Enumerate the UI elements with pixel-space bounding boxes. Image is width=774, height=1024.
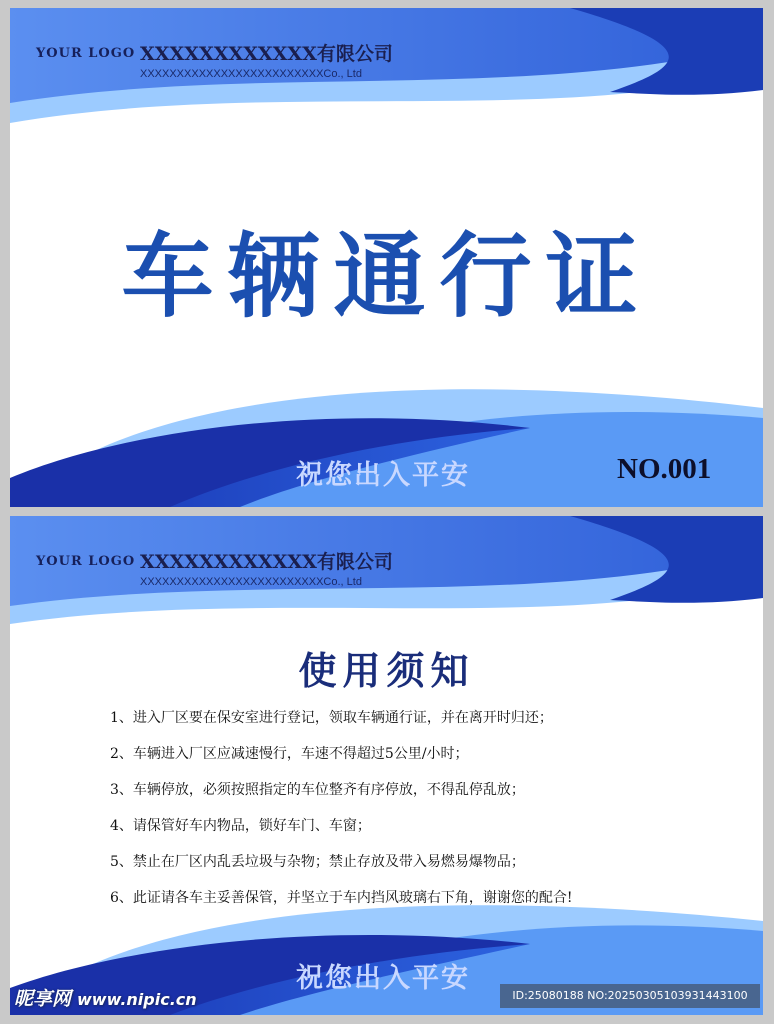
greeting-text: 祝您出入平安 xyxy=(296,460,470,491)
greeting-text: 祝您出入平安 xyxy=(296,963,470,994)
notice-title: 使用须知 xyxy=(298,648,475,693)
rule-item: 4、请保管好车内物品，锁好车门、车窗； xyxy=(110,818,371,834)
rule-item: 3、车辆停放，必须按照指定的车位整齐有序停放，不得乱停乱放； xyxy=(110,782,525,798)
watermark-url: www.nipic.cn xyxy=(77,990,197,1009)
company-name: XXXXXXXXXXXX有限公司 xyxy=(140,43,393,65)
serial-number: NO.001 xyxy=(617,453,712,485)
rule-item: 2、车辆进入厂区应减速慢行，车速不得超过5公里/小时； xyxy=(110,746,469,762)
logo-text: YOUR LOGO xyxy=(36,554,136,569)
pass-card-back xyxy=(10,516,763,1015)
image-id-bar: ID:25080188 NO:20250305103931443100 xyxy=(500,984,760,1008)
company-name-en: XXXXXXXXXXXXXXXXXXXXXXXXXCo., Ltd xyxy=(140,576,362,588)
rule-item: 5、禁止在厂区内乱丢垃圾与杂物；禁止存放及带入易燃易爆物品； xyxy=(110,854,525,870)
logo-text: YOUR LOGO xyxy=(36,46,136,61)
rule-item: 6、此证请各车主妥善保管，并坚立于车内挡风玻璃右下角，谢谢您的配合! xyxy=(110,890,573,906)
rules-list xyxy=(110,700,573,916)
site-watermark xyxy=(14,984,197,1011)
pass-card-front xyxy=(10,8,763,507)
watermark-brand: 昵享网 xyxy=(14,988,72,1010)
pass-title: 车辆通行证 xyxy=(121,222,652,330)
company-name: XXXXXXXXXXXX有限公司 xyxy=(140,551,393,573)
rule-item: 1、进入厂区要在保安室进行登记，领取车辆通行证，并在离开时归还； xyxy=(110,710,553,726)
company-name-en: XXXXXXXXXXXXXXXXXXXXXXXXXCo., Ltd xyxy=(140,68,362,80)
